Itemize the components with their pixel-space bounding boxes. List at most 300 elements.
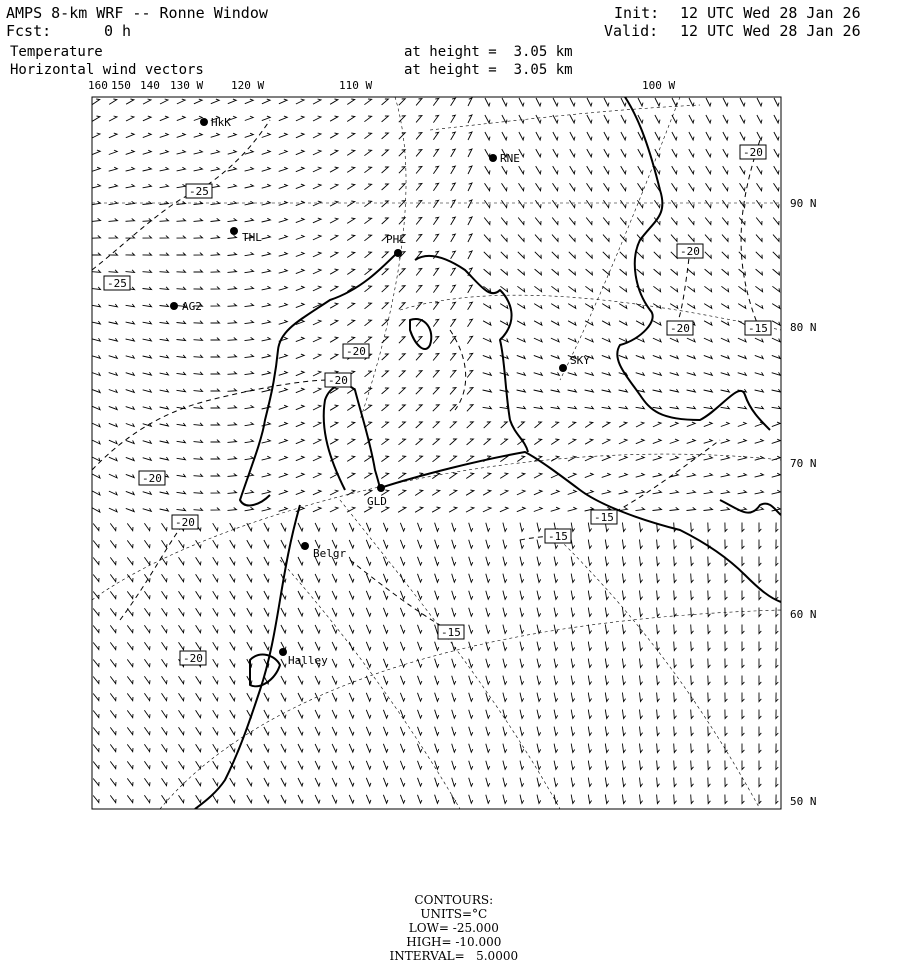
wind-vector <box>622 523 625 532</box>
wind-vector <box>691 591 694 600</box>
wind-vector <box>245 439 254 442</box>
wind-vector <box>503 744 507 753</box>
wind-vector <box>228 457 237 460</box>
wind-vector <box>435 795 439 804</box>
wind-vector <box>674 642 677 651</box>
wind-vector <box>196 574 201 582</box>
wind-vector <box>689 115 694 123</box>
wind-vector <box>687 286 694 291</box>
wind-vector <box>755 286 762 291</box>
wind-vector <box>230 574 235 582</box>
wind-vector <box>672 98 677 106</box>
wind-vector <box>554 557 558 566</box>
wind-vector <box>366 693 371 701</box>
wind-vector <box>772 321 780 325</box>
wind-vector <box>296 133 304 138</box>
wind-vector <box>245 303 254 306</box>
wind-vector <box>721 321 729 325</box>
wind-vector <box>687 439 696 443</box>
wind-vector <box>722 235 728 242</box>
wind-vector <box>571 761 575 770</box>
wind-vector <box>691 727 694 736</box>
wind-vector <box>109 491 117 495</box>
wind-vector <box>211 389 220 391</box>
contour-label-text-c2: -25 <box>107 277 127 290</box>
wind-vector <box>485 149 490 157</box>
wind-vector <box>213 778 218 786</box>
wind-vector <box>585 406 594 409</box>
wind-vector <box>313 490 321 495</box>
wind-vector <box>721 389 730 392</box>
wind-vector <box>415 490 423 496</box>
contour-label-c5 <box>667 321 693 335</box>
wind-vector <box>519 183 525 191</box>
wind-vector <box>691 778 694 787</box>
wind-vector <box>400 659 405 667</box>
wind-vector <box>92 99 99 105</box>
wind-vector <box>588 761 591 770</box>
contour-label-c10 <box>180 651 206 665</box>
wind-vector <box>160 150 169 154</box>
wind-vector <box>110 761 116 768</box>
wind-vector <box>281 761 286 769</box>
wind-vector <box>92 491 100 495</box>
wind-vector <box>534 389 543 392</box>
wind-vector <box>143 440 152 443</box>
contour-label-text-c5: -20 <box>670 322 690 335</box>
wind-vector <box>486 574 490 583</box>
wind-vector <box>535 252 541 258</box>
wind-vector <box>349 540 354 548</box>
wind-vector <box>450 439 457 445</box>
wind-vector <box>347 507 355 512</box>
wind-vector <box>501 200 507 207</box>
wind-vector <box>483 338 491 342</box>
wind-vector <box>467 388 473 395</box>
wind-vector <box>364 201 371 207</box>
wind-vector <box>92 508 100 512</box>
wind-vector <box>127 676 133 683</box>
wind-vector <box>126 457 134 460</box>
wind-vector <box>466 456 473 462</box>
wind-vector <box>247 642 252 650</box>
wind-vector <box>92 116 100 121</box>
wind-vector <box>653 286 660 291</box>
wind-vector <box>418 625 422 633</box>
wind-vector <box>262 99 270 104</box>
wind-vector <box>296 388 304 393</box>
wind-vector <box>110 727 116 734</box>
wind-vector <box>536 115 541 123</box>
wind-vector <box>364 167 371 173</box>
wind-vector <box>467 336 472 343</box>
wind-vector <box>452 574 456 583</box>
wind-vector <box>569 252 575 258</box>
wind-vector <box>162 642 168 649</box>
wind-vector <box>603 200 609 207</box>
wind-vector <box>298 693 303 701</box>
wind-vector <box>704 355 712 358</box>
wind-vector <box>228 184 237 188</box>
wind-vector <box>774 149 779 157</box>
wind-vector <box>588 540 591 549</box>
wind-vector <box>364 473 372 478</box>
wind-vector <box>738 406 747 409</box>
wind-vector <box>262 116 270 121</box>
wind-vector <box>435 727 439 736</box>
wind-vector <box>619 321 627 325</box>
wind-vector <box>517 406 526 409</box>
station-marker-halley <box>279 648 287 656</box>
wind-vector <box>657 608 660 617</box>
wind-vector <box>755 473 764 477</box>
wind-vector <box>109 133 117 138</box>
wind-vector <box>92 355 101 358</box>
wind-vector <box>757 166 762 174</box>
wind-vector <box>228 253 237 256</box>
wind-vector <box>537 523 541 532</box>
wind-vector <box>418 795 422 803</box>
wind-vector <box>416 116 422 123</box>
wind-vector <box>400 744 405 752</box>
wind-vector <box>179 608 185 616</box>
wind-vector <box>127 574 133 581</box>
wind-vector <box>281 540 286 548</box>
wind-vector <box>332 744 337 752</box>
wind-vector <box>383 778 388 786</box>
contour-label-c4 <box>677 244 703 258</box>
wind-vector <box>503 659 507 668</box>
wind-vector <box>708 778 711 787</box>
wind-vector <box>398 456 405 462</box>
contours-high: HIGH= -10.000 <box>406 935 502 949</box>
wind-vector <box>640 574 643 583</box>
wind-vector <box>332 642 337 650</box>
wind-vector <box>486 693 490 702</box>
wind-vector <box>245 269 254 272</box>
wind-vector <box>452 540 456 549</box>
wind-vector <box>452 642 456 651</box>
wind-vector <box>585 304 593 309</box>
wind-vector <box>723 115 728 123</box>
wind-vector <box>92 133 100 138</box>
wind-vector <box>657 591 660 600</box>
wind-vector <box>177 508 186 511</box>
wind-vector <box>657 642 660 651</box>
wind-vector <box>708 795 711 804</box>
wind-vector <box>776 591 778 600</box>
wind-vector <box>416 354 422 361</box>
wind-vector <box>535 235 541 242</box>
wind-vector <box>109 304 118 307</box>
wind-vector <box>568 490 577 494</box>
wind-vector <box>704 507 713 510</box>
wind-vector <box>162 591 168 598</box>
wind-vector <box>126 440 134 443</box>
wind-vector <box>568 439 576 444</box>
wind-vector <box>605 659 608 668</box>
wind-vector <box>213 642 218 650</box>
wind-vector <box>126 372 135 375</box>
wind-vector <box>349 795 354 803</box>
wind-vector <box>603 252 609 258</box>
wind-vector <box>313 133 321 138</box>
wind-vector <box>127 761 133 768</box>
wind-vector <box>126 338 135 341</box>
contour-label-c12 <box>591 510 617 524</box>
wind-vector <box>332 659 337 667</box>
wind-vector <box>742 676 744 685</box>
wind-vector <box>602 422 610 427</box>
wind-vector <box>126 423 134 426</box>
wind-vector <box>332 608 337 616</box>
wind-vector <box>162 557 168 564</box>
wind-vector <box>670 507 679 510</box>
wind-vector <box>211 150 220 154</box>
wind-vector <box>466 473 473 479</box>
wind-vector <box>486 778 490 787</box>
wind-vector <box>672 132 677 140</box>
wind-vector <box>315 608 320 616</box>
model-title: AMPS 8-km WRF -- Ronne Window <box>6 4 268 22</box>
wind-vector <box>418 778 422 786</box>
wind-vector <box>399 439 406 445</box>
contour-minus25-a <box>92 120 270 270</box>
wind-vector <box>332 778 337 786</box>
wind-vector <box>433 422 440 428</box>
wind-vector <box>604 98 609 106</box>
wind-vector <box>230 795 235 803</box>
contour-label-c7 <box>325 373 351 387</box>
wind-vector <box>759 744 761 753</box>
wind-vector <box>554 727 558 736</box>
station-marker-thl <box>230 227 238 235</box>
wind-vector <box>740 183 746 191</box>
wind-vector <box>213 795 218 803</box>
wind-vector <box>721 490 730 493</box>
wind-vector <box>536 149 541 157</box>
wind-vector <box>706 183 712 191</box>
wind-vector <box>296 235 304 239</box>
wind-vector <box>484 422 491 428</box>
wind-vector <box>127 591 133 598</box>
wind-vector <box>315 642 320 650</box>
wind-vector <box>382 150 389 156</box>
wind-vector <box>330 235 338 240</box>
wind-vector <box>433 183 438 190</box>
wind-vector <box>674 591 677 600</box>
wind-vector <box>551 355 559 358</box>
wind-vector <box>366 625 371 633</box>
wind-vector <box>468 166 472 174</box>
lon-label-110w: 110 W <box>339 79 373 92</box>
wind-vector <box>657 710 660 719</box>
wind-vector <box>177 491 186 494</box>
wind-vector <box>279 303 288 307</box>
wind-vector <box>553 98 558 106</box>
wind-vector <box>110 557 116 564</box>
wind-vector <box>93 626 99 633</box>
wind-vector <box>534 473 542 478</box>
wind-vector <box>706 149 711 157</box>
wind-vector <box>725 540 728 549</box>
wind-vector <box>571 642 575 651</box>
wind-vector <box>211 440 220 442</box>
wind-vector <box>400 693 405 701</box>
wind-vector <box>740 166 745 174</box>
wind-vector <box>622 727 625 736</box>
wind-vector <box>194 508 203 511</box>
wind-vector <box>772 304 780 309</box>
wind-vector <box>364 116 371 122</box>
wind-vector <box>262 218 271 222</box>
wind-vector <box>400 710 405 718</box>
wind-vector <box>502 132 507 140</box>
wind-vector <box>503 693 507 702</box>
wind-vector <box>483 372 492 375</box>
wind-vector <box>708 710 711 719</box>
wind-vector <box>365 286 372 292</box>
wind-vector <box>144 540 150 547</box>
wind-vector <box>653 389 662 392</box>
wind-vector <box>619 456 627 461</box>
wind-vector <box>484 235 490 242</box>
wind-vector <box>162 625 168 632</box>
wind-vector <box>330 218 338 223</box>
wind-vector <box>721 473 730 477</box>
wind-vector <box>636 338 644 342</box>
wind-vector <box>332 523 337 531</box>
wind-vector <box>400 557 405 565</box>
wind-vector <box>400 608 405 616</box>
wind-vector <box>503 574 507 583</box>
wind-vector <box>469 625 473 634</box>
wind-vector <box>518 422 525 428</box>
wind-vector <box>469 795 473 804</box>
wind-vector <box>486 591 490 600</box>
contour-label-text-c14: -15 <box>441 626 461 639</box>
wind-vector <box>585 422 593 428</box>
wind-vector <box>313 405 321 410</box>
wind-vector <box>569 269 576 275</box>
contour-label-text-c6: -20 <box>346 345 366 358</box>
wind-vector <box>162 676 168 683</box>
wind-vector <box>330 507 338 512</box>
station-label-rne: RNE <box>500 152 520 165</box>
wind-vector <box>587 166 592 174</box>
wind-vector <box>416 269 422 276</box>
wind-vector <box>247 557 252 565</box>
wind-vector <box>569 218 575 225</box>
wind-vector <box>177 219 186 222</box>
wind-vector-field <box>92 98 781 804</box>
wind-vector <box>364 456 371 462</box>
wind-vector <box>366 591 371 599</box>
wind-vector <box>674 540 677 549</box>
wind-vector <box>179 540 185 548</box>
wind-vector <box>759 727 761 736</box>
lon-label-140: 140 <box>140 79 160 92</box>
wind-vector <box>110 625 116 632</box>
wind-vector <box>738 372 747 375</box>
wind-vector <box>400 642 405 650</box>
wind-vector <box>400 761 405 769</box>
station-label-belgr: Belgr <box>313 547 347 560</box>
wind-vector <box>93 779 99 786</box>
wind-vector <box>725 523 728 532</box>
wind-vector <box>399 99 405 105</box>
wind-vector <box>144 591 150 598</box>
wind-vector <box>622 795 625 804</box>
wind-vector <box>483 406 492 409</box>
wind-vector <box>517 456 524 462</box>
wind-vector <box>484 269 491 275</box>
wind-vector <box>110 574 116 581</box>
wind-vector <box>638 98 643 106</box>
wind-vector <box>262 354 271 358</box>
wind-vector <box>109 99 117 104</box>
wind-vector <box>313 269 321 274</box>
wind-vector <box>586 200 592 207</box>
wind-vector <box>143 304 152 307</box>
wind-vector <box>247 574 252 582</box>
wind-vector <box>160 133 169 137</box>
wind-vector <box>433 319 438 326</box>
wind-vector <box>264 523 269 531</box>
wind-vector <box>742 795 744 804</box>
wind-vector <box>605 574 608 583</box>
wind-vector <box>281 693 286 701</box>
wind-vector <box>772 372 781 375</box>
wind-vector <box>160 406 169 409</box>
wind-vector <box>245 490 254 493</box>
wind-vector <box>279 354 288 358</box>
wind-vector <box>127 710 133 717</box>
wind-vector <box>536 98 541 106</box>
wind-vector <box>450 354 456 361</box>
wind-vector <box>347 218 355 223</box>
wind-vector <box>247 761 252 769</box>
wind-vector <box>399 354 405 360</box>
wind-vector <box>674 761 677 770</box>
wind-vector <box>742 727 744 736</box>
wind-vector <box>179 676 185 684</box>
wind-vector <box>92 321 101 324</box>
wind-vector <box>435 591 439 600</box>
wind-vector <box>674 676 677 685</box>
contour-minus15-d <box>741 140 760 330</box>
wind-vector <box>586 218 592 225</box>
wind-vector <box>776 642 778 651</box>
field1-name: Temperature <box>10 44 103 60</box>
lat-label-90n: 90 N <box>790 197 817 210</box>
wind-vector <box>347 150 355 155</box>
wind-vector <box>92 406 100 410</box>
wind-vector <box>245 456 254 459</box>
wind-vector <box>636 473 645 477</box>
wind-vector <box>621 149 626 157</box>
wind-vector <box>670 372 679 375</box>
wind-vector <box>160 491 169 494</box>
wind-vector <box>433 234 438 241</box>
wind-vector <box>469 693 473 702</box>
wind-vector <box>330 99 338 104</box>
wind-vector <box>194 219 203 222</box>
wind-vector <box>418 591 422 599</box>
wind-vector <box>382 218 389 224</box>
wind-vector <box>483 321 491 325</box>
wind-vector <box>551 338 559 342</box>
